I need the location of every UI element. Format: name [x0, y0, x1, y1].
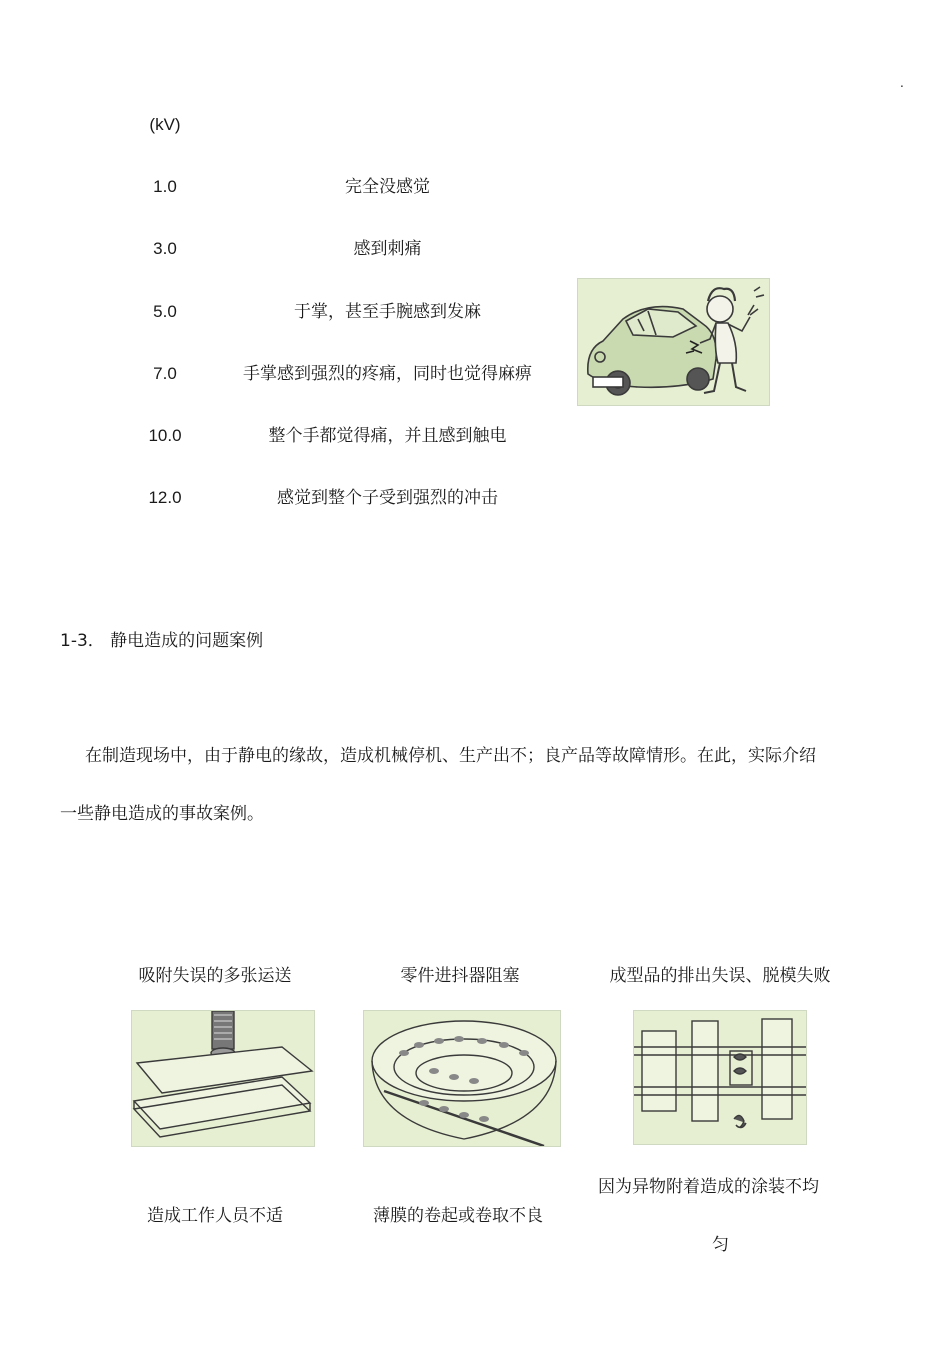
kv-value: 5.0 — [153, 302, 177, 321]
intro-paragraph-line1: 在制造现场中，由于静电的缘故，造成机械停机、生产出不；良产品等故障情形。在此，实际介绍 — [85, 746, 816, 766]
mold-ejection-illustration — [633, 1010, 807, 1145]
man-touching-car-shock-illustration — [577, 278, 770, 406]
kv-feeling: 完全没感觉 — [345, 177, 430, 197]
case-caption-coating-line2: 匀 — [712, 1235, 729, 1255]
intro-paragraph-line2: 一些静电造成的事故案例。 — [60, 804, 264, 824]
case-caption-film-winding: 薄膜的卷起或卷取不良 — [373, 1206, 543, 1226]
case-caption-suction: 吸附失误的多张运送 — [138, 966, 292, 986]
kv-feeling: 整个手都觉得痛，并且感到触电 — [268, 426, 507, 446]
stacked-sheets-suction-illustration — [131, 1010, 315, 1147]
kv-feeling: 于掌，甚至手腕感到发麻 — [294, 302, 481, 322]
case-caption-feeder: 零件进抖器阻塞 — [400, 966, 520, 986]
kv-unit-header: (kV) — [149, 115, 181, 134]
corner-mark: . — [900, 76, 904, 90]
kv-feeling: 感到刺痛 — [353, 239, 422, 259]
kv-value: 3.0 — [153, 239, 177, 258]
kv-feeling: 手掌感到强烈的疼痛，同时也觉得麻痹 — [243, 364, 532, 384]
kv-value: 12.0 — [148, 488, 182, 507]
section-heading: 1-3． 静电造成的问题案例 — [60, 631, 264, 651]
kv-feeling: 感觉到整个子受到强烈的冲击 — [277, 488, 498, 508]
kv-value: 7.0 — [153, 364, 177, 383]
case-caption-coating-line1: 因为异物附着造成的涂装不均 — [598, 1177, 819, 1197]
case-caption-worker-discomfort: 造成工作人员不适 — [147, 1206, 283, 1226]
kv-value: 1.0 — [153, 177, 177, 196]
case-caption-ejection: 成型品的排出失误、脱模失败 — [609, 966, 831, 986]
parts-feeder-bowl-illustration — [363, 1010, 561, 1147]
kv-value: 10.0 — [148, 426, 182, 445]
